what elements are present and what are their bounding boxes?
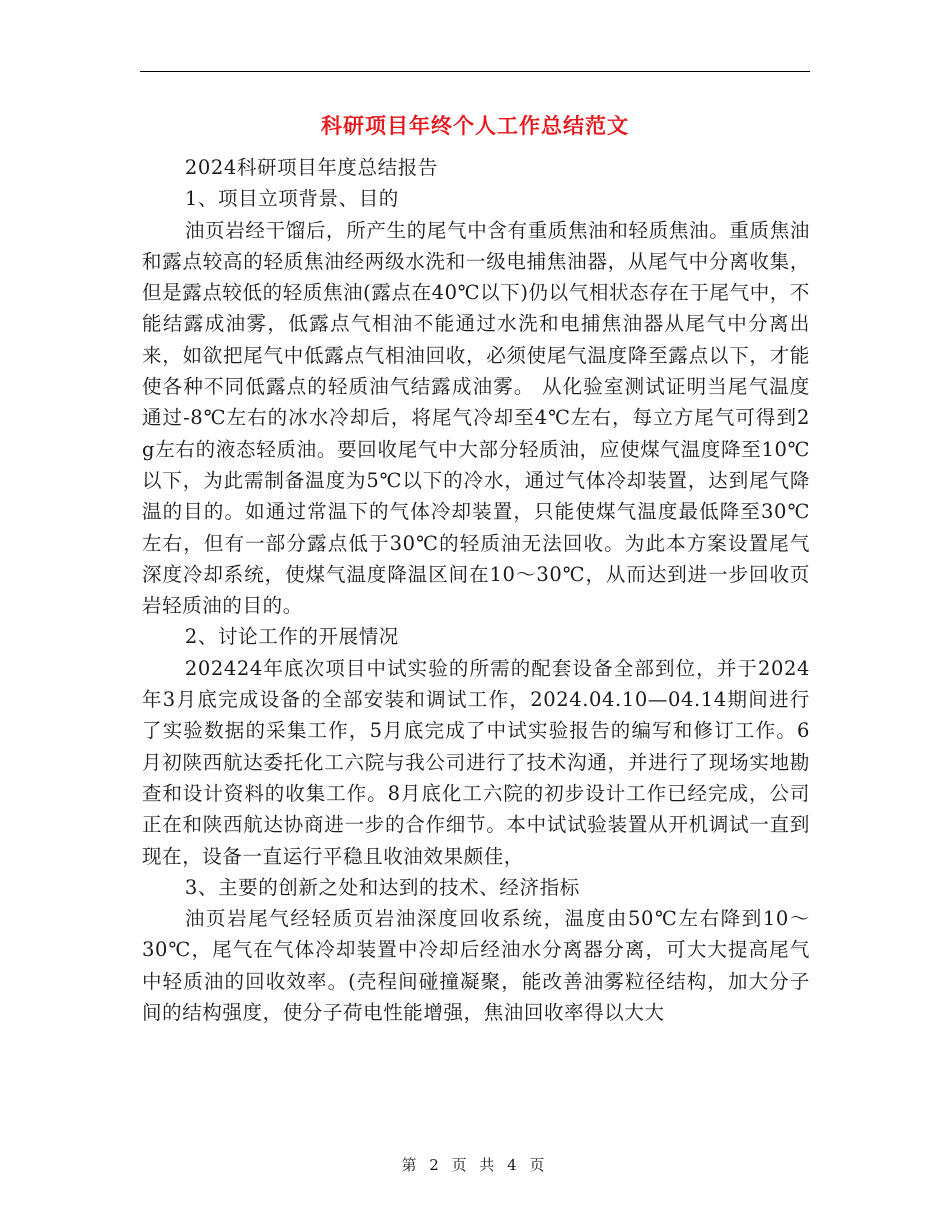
header-rule bbox=[140, 71, 810, 72]
document-body bbox=[142, 152, 810, 1028]
body-paragraph-3: 油页岩尾气经轻质页岩油深度回收系统，温度由50℃左右降到10～30℃，尾气在气体冷却装置中冷却后经油水分离器分离，可大大提高尾气中轻质油的回收效率。(壳程间碰撞凝聚，能改善油雾粒径结构，加大分子间的结构强度，使分子荷电性能增强，焦油回收率得以大大 bbox=[142, 907, 810, 1025]
document-title: 科研项目年终个人工作总结范文 bbox=[321, 113, 629, 138]
section-heading-3: 3、主要的创新之处和达到的技术、经济指标 bbox=[184, 875, 580, 899]
section-heading-1: 1、项目立项背景、目的 bbox=[184, 187, 399, 211]
report-heading: 2024科研项目年度总结报告 bbox=[184, 156, 438, 179]
body-paragraph-1: 油页岩经干馏后，所产生的尾气中含有重质焦油和轻质焦油。重质焦油和露点较高的轻质焦油经两级水洗和一级电捕焦油器，从尾气中分离收集，但是露点较低的轻质焦油(露点在40℃以下)仍以气相状态存在于尾气中，不能结露成油雾，低露点气相油不能通过水洗和电捕焦油器从尾气中分离出来，如欲把尾气中低露点气相油回收，必须使尾气温度降至露点以下，才能使各种不同低露点的轻质油气结露成油雾。 从化验室测试证明当尾气温度通过-8℃左右的冰水冷却后，将尾气冷却至4℃左右，每立方尾气可得到2 g左右的液态轻质油。要回收尾气中大部分轻质油，应使煤气温度降至10℃以下，为此需制备温度为5℃以下的冷水，通过气体冷却装置，达到尾气降温的目的。如通过常温下的气体冷却装置，只能使煤气温度最低降至30℃左右，但有一部分露点低于30℃的轻质油无法回收。为此本方案设置尾气深度冷却系统，使煤气温度降温区间在10～30℃，从而达到进一步回收页岩轻质油的目的。 bbox=[142, 218, 810, 618]
page-footer: 第 2 页 共 4 页 bbox=[401, 1156, 549, 1174]
section-heading-2: 2、讨论工作的开展情况 bbox=[184, 625, 399, 649]
body-paragraph-2: 202424年底次项目中试实验的所需的配套设备全部到位，并于2024年3月底完成设备的全部安装和调试工作，2024.04.10—04.14期间进行了实验数据的采集工作，5月底完成了中试实验报告的编写和修订工作。6月初陕西航达委托化工六院与我公司进行了技术沟通，并进行了现场实地勘查和设计资料的收集工作。8月底化工六院的初步设计工作已经完成，公司正在和陕西航达协商进一步的合作细节。本中试试验装置从开机调试一直到现在，设备一直运行平稳且收油效果颇佳， bbox=[142, 656, 810, 868]
